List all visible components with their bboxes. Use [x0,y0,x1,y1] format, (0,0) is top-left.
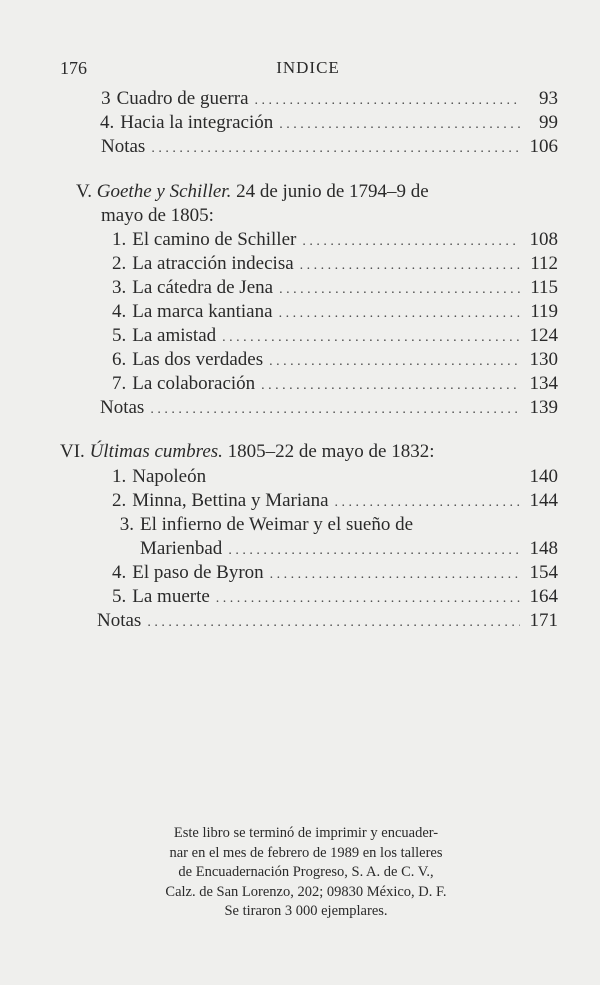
colophon-line: Este libro se terminó de imprimir y encuader- [173,825,439,841]
leader-dots [216,587,520,611]
entry-number: 2. [112,253,127,274]
leader-dots [151,137,520,161]
entry-page: 93 [539,88,558,109]
entry-title: La marca kantiana [132,301,273,322]
entry-title: La atracción indecisa [132,253,294,274]
colophon-line: Calz. de San Lorenzo, 202; 09830 México, D. F. [165,883,447,900]
entry-number: 7. [112,373,127,394]
entry-title: Napoleón [132,466,207,487]
entry-number: 5. [112,325,127,346]
leader-dots [335,491,520,515]
toc-entry-continued [140,537,558,561]
toc-entry [112,489,558,513]
entry-page: 148 [529,538,558,559]
leader-dots [269,350,520,374]
entry-page: 134 [529,373,558,394]
toc-entry [112,561,558,585]
entry-number: 1. [112,466,127,487]
entry-number: 5. [112,586,127,607]
colophon-line: Se tiraron 3 000 ejemplares. [224,903,388,919]
running-title: INDICE [276,58,340,77]
entry-title: La colaboración [132,373,256,394]
toc-entry [112,300,558,324]
entry-title: La amistad [132,325,217,346]
chapter-numeral: V. [76,181,93,202]
leader-dots [279,278,520,302]
entry-title: La cátedra de Jena [132,277,274,298]
entry-page: 108 [529,229,558,250]
page-header [60,58,556,82]
entry-number: 2. [112,490,127,511]
entry-title: Las dos verdades [132,349,264,370]
entry-number: 3 [101,88,111,109]
entry-number: 1. [112,229,127,250]
entry-page: 115 [530,277,558,298]
leader-dots [279,302,520,326]
chapter-heading [76,180,429,204]
notes-page: 106 [529,136,558,157]
toc-entry [112,513,558,537]
entry-title: El infierno de Weimar y el sueño de [140,514,414,535]
leader-dots [270,563,520,587]
entry-page: 144 [529,490,558,511]
entry-page: 154 [529,562,558,583]
toc-entry [100,111,558,135]
leader-dots [147,611,520,635]
entry-title: El camino de Schiller [132,229,297,250]
toc-entry [112,372,558,396]
colophon-line: de Encuadernación Progreso, S. A. de C. V., [178,864,434,880]
chapter-heading [60,440,435,464]
toc-entry [112,228,558,252]
toc-entry [100,87,558,111]
entry-number: 4. [112,301,127,322]
entry-page: 124 [529,325,558,346]
toc-notes-entry [97,609,558,633]
leader-dots [261,374,520,398]
entry-number: 3. [119,514,134,535]
entry-number: 3. [112,277,127,298]
toc-entry [112,585,558,609]
entry-page: 140 [529,466,558,487]
entry-page: 164 [529,586,558,607]
toc-notes-entry [100,396,558,420]
leader-dots [150,398,520,422]
entry-page: 112 [530,253,558,274]
toc-entry [112,348,558,372]
leader-dots [300,254,520,278]
entry-page: 119 [530,301,558,322]
entry-title: Minna, Bettina y Mariana [132,490,329,511]
entry-title-continued: Marienbad [140,538,223,559]
entry-title: Hacia la integración [120,112,274,133]
notes-title: Notas [97,610,142,631]
page-number: 176 [60,58,87,78]
toc-notes-entry [101,135,558,159]
leader-dots [228,539,520,563]
entry-page: 99 [539,112,558,133]
toc-entry [112,324,558,348]
entry-title: La muerte [132,586,210,607]
entry-number: 4. [100,112,115,133]
chapter-dates: 1805–22 de mayo de 1832: [227,441,435,462]
chapter-title: Últimas cumbres. [89,441,223,462]
chapter-dates: 24 de junio de 1794–9 de [236,181,429,202]
notes-title: Notas [100,397,145,418]
chapter-title: Goethe y Schiller. [96,181,232,202]
toc-entry [112,276,558,300]
chapter-numeral: VI. [60,441,85,462]
toc-entry [112,465,558,489]
leader-dots [222,326,520,350]
entry-number: 4. [112,562,127,583]
chapter-heading-continued [101,204,214,228]
notes-title: Notas [101,136,146,157]
entry-title: El paso de Byron [132,562,264,583]
notes-page: 139 [529,397,558,418]
notes-page: 171 [529,610,558,631]
chapter-dates-continued: mayo de 1805: [101,205,214,226]
colophon-line: nar en el mes de febrero de 1989 en los talleres [169,844,443,861]
entry-number: 6. [112,349,127,370]
leader-dots [302,230,520,254]
toc-entry [112,252,558,276]
leader-dots [279,113,520,137]
entry-page: 130 [529,349,558,370]
colophon [110,824,502,922]
leader-dots [255,89,520,113]
entry-title: Cuadro de guerra [116,88,249,109]
